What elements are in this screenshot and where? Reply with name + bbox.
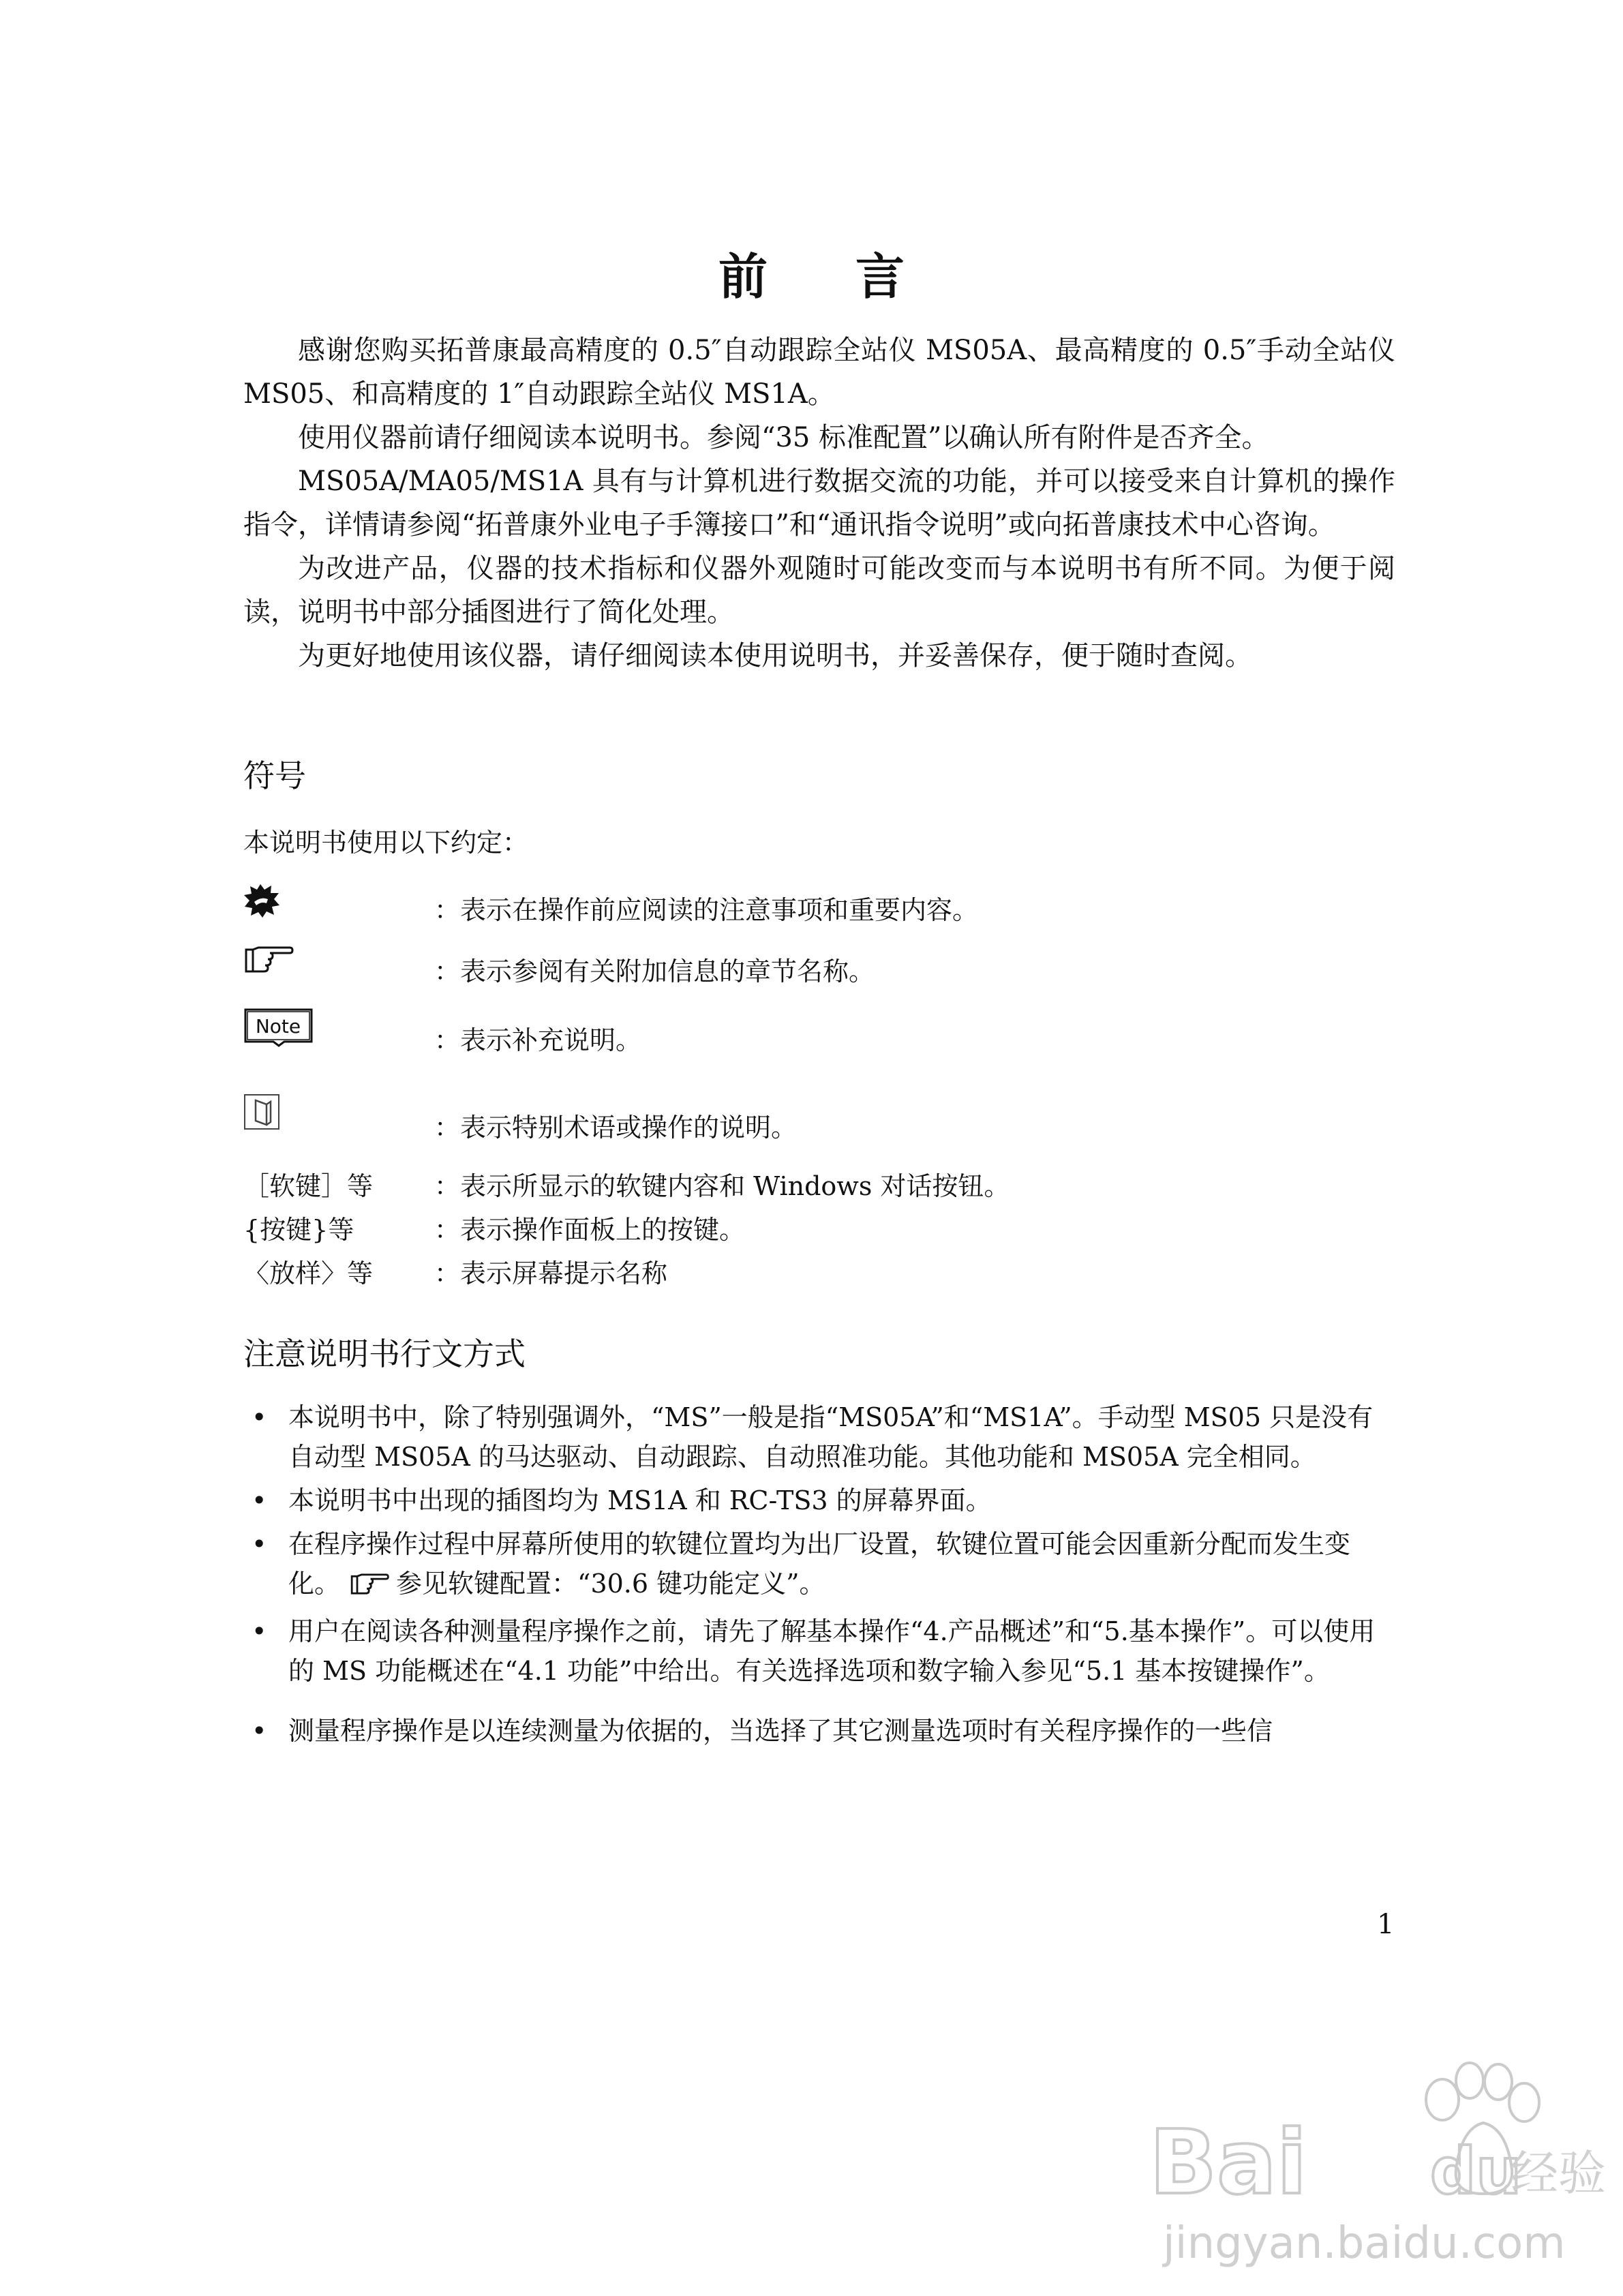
symbol-desc: ：表示在操作前应阅读的注意事项和重要内容。 [434,895,979,925]
notation-term: {按键}等 [243,1215,354,1245]
page-number: 1 [1377,1909,1395,1940]
symbols-heading: 符号 [243,757,306,794]
list-item-text: 在程序操作过程中屏幕所使用的软键位置均为出厂设置，软键位置可能会因重新分配而发生变化。 [288,1529,1351,1599]
notation-row [243,1254,1402,1295]
bullet-marker: • [252,1485,267,1515]
note-icon [243,1008,314,1050]
list-item [243,1524,1395,1607]
cross-reference-text: 参见软键配置：“30.6 键功能定义”。 [396,1569,825,1599]
list-item [243,1711,1395,1751]
watermark-logo [1149,2060,1606,2271]
bullet-marker: • [252,1402,267,1432]
list-item-text: 本说明书中出现的插图均为 MS1A 和 RC-TS3 的屏幕界面。 [288,1485,992,1515]
conventions-list [243,1398,1395,1755]
page-title: 前 言 [718,248,941,306]
list-item-text: 测量程序操作是以连续测量为依据的，当选择了其它测量选项时有关程序操作的一些信 [288,1716,1273,1746]
symbol-row-reference [243,944,1402,992]
pointing-hand-icon [243,944,294,978]
bullet-marker: • [252,1616,267,1646]
symbol-desc: ：表示补充说明。 [434,1025,642,1055]
notation-term: 〈放样〉等 [243,1258,374,1288]
list-item [243,1481,1395,1520]
pointing-hand-icon [347,1568,392,1607]
intro-paragraph: 使用仪器前请仔细阅读本说明书。参阅“35 标准配置”以确认所有附件是否齐全。 [298,422,1269,453]
notation-desc: ：表示屏幕提示名称 [434,1258,668,1288]
intro-paragraph: 为改进产品，仪器的技术指标和仪器外观随时可能改变而与本说明书有所不同。为便于阅读，说明书中部分插图进行了简化处理。 [243,553,1395,628]
symbol-row-note [243,1008,1402,1055]
symbol-desc: ：表示参阅有关附加信息的章节名称。 [434,956,875,986]
svg-text:du: du [1430,2134,1522,2209]
intro-paragraph: 为更好地使用该仪器，请仔细阅读本使用说明书，并妥善保存，便于随时查阅。 [298,640,1252,671]
symbol-desc: ：表示特别术语或操作的说明。 [434,1113,798,1143]
notation-row [243,1211,1402,1252]
bullet-marker: • [252,1529,267,1559]
bullet-marker: • [252,1716,267,1746]
svg-text:Bai: Bai [1149,2111,1307,2214]
symbol-row-book [243,1093,1402,1141]
list-item [243,1398,1395,1477]
book-icon [243,1093,283,1136]
list-item [243,1612,1395,1691]
list-item-text: 本说明书中，除了特别强调外，“MS”一般是指“MS05A”和“MS1A”。手动型 MS05 只是没有自动型 MS05A 的马达驱动、自动跟踪、自动照准功能。其他功能和 MS05A 完全相同。 [288,1402,1374,1472]
notation-desc: ：表示操作面板上的按键。 [434,1215,746,1245]
symbols-intro: 本说明书使用以下约定： [243,828,529,858]
watermark-url: jingyan.baidu.com [1163,2218,1566,2269]
svg-text:经验: 经验 [1511,2145,1606,2201]
intro-section [243,329,1395,678]
conventions-heading: 注意说明书行文方式 [243,1335,526,1372]
svg-text:Note: Note [255,1015,301,1038]
notation-desc: ：表示所显示的软键内容和 Windows 对话按钮。 [434,1171,1010,1201]
intro-paragraph: MS05A/MA05/MS1A 具有与计算机进行数据交流的功能，并可以接受来自计算机的操作指令，详情请参阅“拓普康外业电子手簿接口”和“通讯指令说明”或向拓普康技术中心咨询。 [243,466,1395,541]
notation-term: ［软键］等 [243,1171,374,1201]
caution-icon [243,883,280,921]
notation-row [243,1167,1402,1208]
symbol-row-caution [243,883,1402,931]
intro-paragraph: 感谢您购买拓普康最高精度的 0.5″自动跟踪全站仪 MS05A、最高精度的 0.5″手动全站仪 MS05、和高精度的 1″自动跟踪全站仪 MS1A。 [243,335,1395,410]
list-item-text: 用户在阅读各种测量程序操作之前，请先了解基本操作“4.产品概述”和“5.基本操作”。可以使用的 MS 功能概述在“4.1 功能”中给出。有关选择选项和数字输入参见“5.1 基本按键操作”。 [288,1616,1376,1686]
